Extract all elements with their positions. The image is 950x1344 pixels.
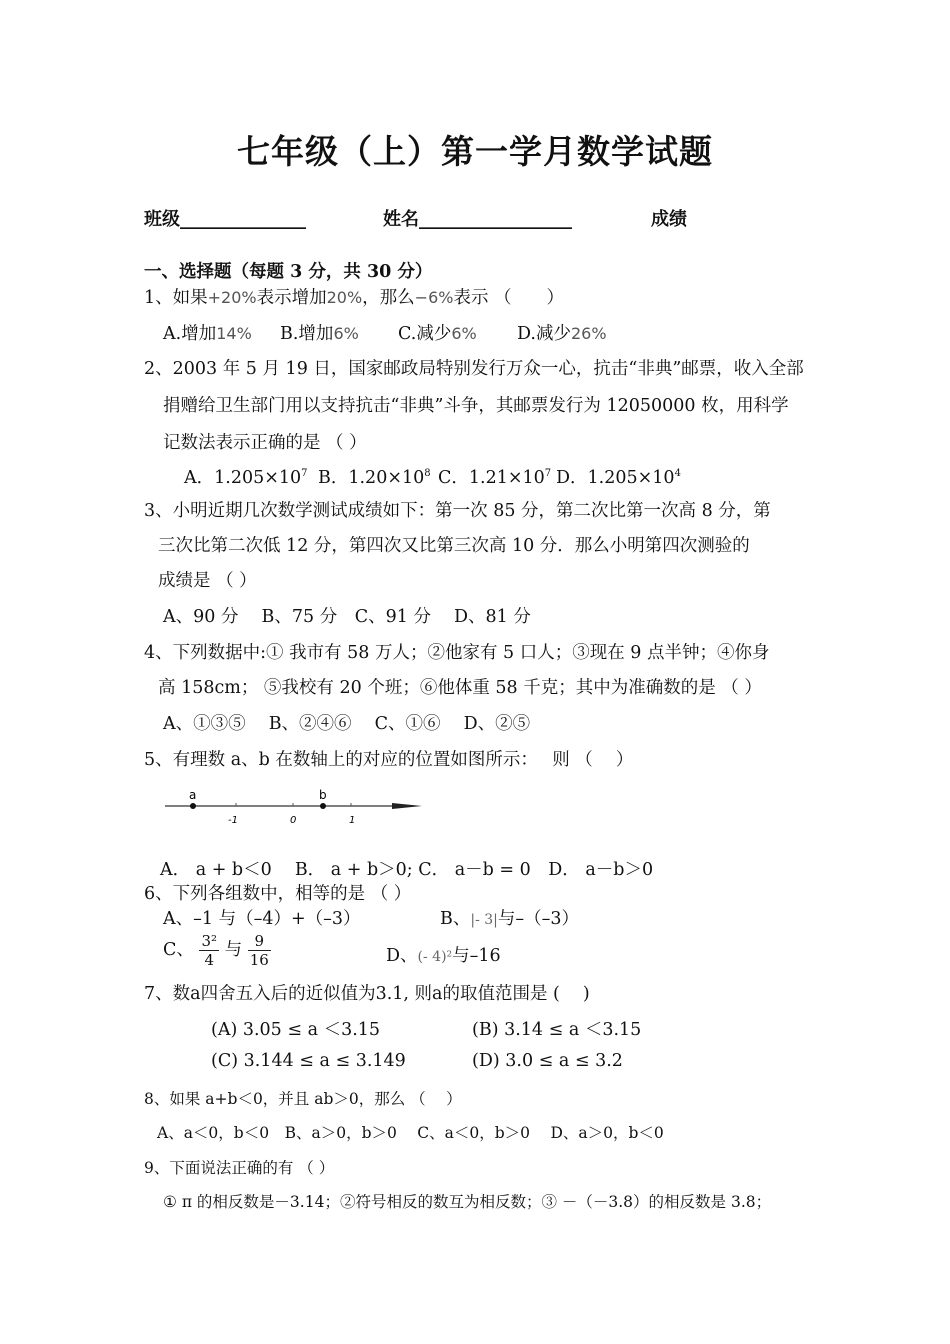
q6-option-c: C、 $\frac{\text{3²}}{4}$ 与 $\frac{9}{16}$: [163, 932, 269, 969]
q2-line-2: 捐赠给卫生部门用以支持抗击“非典”斗争，其邮票发行为 12050000 枚，用科学: [163, 396, 789, 416]
q6-option-c-fraction-2: $\frac{9}{16}$: [249, 932, 269, 969]
q2-option-d: D．$1.205\times 10^4$: [556, 468, 681, 488]
q6-option-b: B、|- 3|与–（–3）: [440, 909, 580, 929]
q7-option-b: (B) 3.14 ≤ a ＜3.15: [472, 1020, 642, 1040]
q7-line-1: 7、数a四舍五入后的近似值为3.1, 则a的取值范围是 ( ): [144, 984, 590, 1004]
q7-option-a: (A) 3.05 ≤ a ＜3.15: [211, 1020, 381, 1040]
q1-value-1: +20%: [207, 288, 257, 307]
q3-line-1: 3、小明近期几次数学测试成绩如下：第一次 85 分，第二次比第一次高 8 分，第: [144, 501, 771, 521]
q5-options: A． a + b＜0 B． a + b＞0; C． a－b = 0 D． a－b＞0: [160, 860, 654, 880]
point-a-dot: [190, 803, 196, 809]
number-line-figure: [160, 785, 430, 830]
q6-option-b-expr: |- 3|: [470, 912, 498, 928]
name-field-label: 姓名_________________: [383, 209, 572, 230]
score-field-label: 成绩: [651, 209, 687, 230]
q1-option-d: D.减少26%: [517, 324, 607, 344]
q6-option-d: D、(- 4)²与–16: [386, 946, 501, 966]
q2-line-1: 2、2003 年 5 月 19 日，国家邮政局特别发行万众一心，抗击“非典”邮票，收入全部: [144, 359, 804, 379]
q1-option-c: C.减少6%: [398, 324, 477, 344]
q8-options: A、a＜0，b＜0 B、a＞0，b＞0 C、a＜0，b＞0 D、a＞0，b＜0: [157, 1124, 664, 1142]
q1-prefix: 1、如果: [144, 288, 208, 308]
q6-option-d-expr: (- 4)²: [417, 949, 453, 965]
point-b-dot: [320, 803, 326, 809]
q2-option-b: B．$1.20\times 10^8$: [318, 468, 431, 488]
q1-value-3: −6%: [414, 288, 454, 307]
question-1: [144, 284, 564, 309]
tick-label-neg1: -1: [228, 815, 238, 826]
point-b-label: b: [319, 788, 327, 802]
tick-label-0: 0: [290, 815, 297, 826]
q1-suffix: 表示 （ ）: [453, 288, 565, 308]
q6-option-c-fraction-1: $\frac{\text{3²}}{4}$: [201, 932, 218, 969]
q1-option-a: A.增加14%: [163, 324, 252, 344]
q2-line-3: 记数法表示正确的是 （ ）: [163, 433, 367, 453]
number-line-arrow: [392, 803, 422, 809]
q1-mid-2: ，那么: [362, 288, 415, 308]
q9-line-2: ① π 的相反数是－3.14；②符号相反的数互为相反数；③ －（－3.8）的相反数是 3.8；: [163, 1193, 772, 1211]
q3-line-3: 成绩是 （ ）: [158, 571, 257, 591]
q3-line-2: 三次比第二次低 12 分，第四次又比第三次高 10 分．那么小明第四次测验的: [158, 536, 750, 556]
page-title: 七年级（上）第一学月数学试题: [237, 132, 713, 171]
q4-line-2: 高 158cm； ⑤我校有 20 个班；⑥他体重 58 千克；其中为准确数的是 （ ）: [158, 678, 762, 698]
q4-line-1: 4、下列数据中:① 我市有 58 万人；②他家有 5 口人；③现在 9 点半钟；④你身: [144, 643, 770, 663]
q6-line-1: 6、下列各组数中，相等的是 （ ）: [144, 884, 412, 904]
q7-option-d: (D) 3.0 ≤ a ≤ 3.2: [472, 1051, 623, 1071]
q3-options: A、90 分 B、75 分 C、91 分 D、81 分: [163, 607, 531, 627]
q2-option-a: A．$1.205\times 10^7$: [184, 468, 308, 488]
tick-label-1: 1: [349, 815, 356, 826]
q7-option-c: (C) 3.144 ≤ a ≤ 3.149: [211, 1051, 406, 1071]
q6-option-a: A、–1 与（–4）+（–3）: [163, 909, 361, 929]
q8-line-1: 8、如果 a+b＜0，并且 ab＞0，那么 （ ）: [144, 1090, 462, 1108]
class-field-label: 班级______________: [144, 209, 306, 230]
q1-option-b: B.增加6%: [280, 324, 359, 344]
q5-line-1: 5、有理数 a、b 在数轴上的对应的位置如图所示： 则 （ ）: [144, 750, 634, 770]
q4-options: A、①③⑤ B、②④⑥ C、①⑥ D、②⑤: [163, 714, 531, 734]
q2-option-c: C．$1.21\times 10^7$: [438, 468, 552, 488]
point-a-label: a: [189, 788, 197, 802]
q9-line-1: 9、下面说法正确的有 （ ）: [144, 1159, 335, 1177]
section-title: 一、选择题（每题 3 分，共 30 分）: [144, 262, 433, 282]
q1-value-2: 20%: [326, 288, 363, 307]
q1-mid-1: 表示增加: [256, 288, 327, 308]
